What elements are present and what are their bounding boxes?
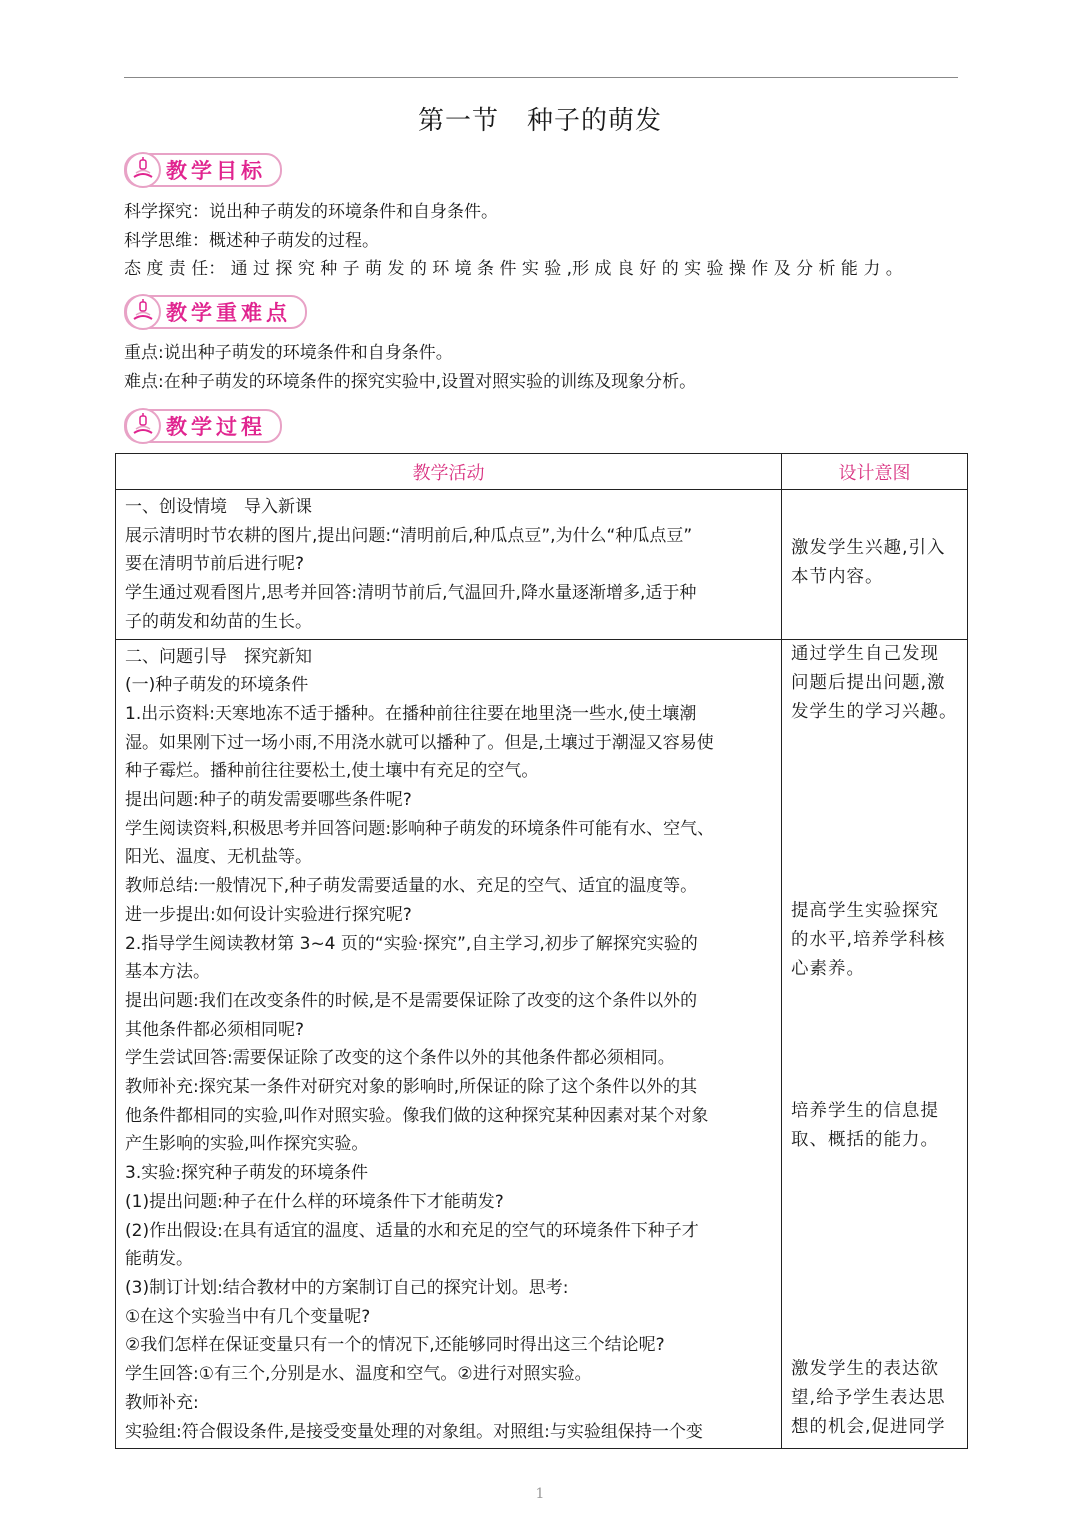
intent-line: 激发学生的表达欲	[791, 1358, 939, 1379]
activity-line: ①在这个实验当中有几个变量呢?	[125, 1306, 371, 1327]
key-points-text	[124, 339, 964, 396]
intent-line: 发学生的学习兴趣。	[791, 701, 958, 722]
intent-line: 取、概括的能力。	[791, 1129, 939, 1150]
activity-line: 湿。如果刚下过一场小雨,不用浇水就可以播种了。但是,土壤过于潮湿又容易使	[125, 732, 714, 753]
intent-line: 的水平,培养学科核	[791, 929, 946, 950]
activity-line: 学生尝试回答:需要保证除了改变的这个条件以外的其他条件都必须相同。	[125, 1048, 675, 1069]
activity-line: 阳光、温度、无机盐等。	[125, 847, 312, 868]
top-rule	[124, 77, 958, 78]
activity-line: 学生通过观看图片,思考并回答:清明节前后,气温回升,降水量逐渐增多,适于种	[125, 583, 697, 604]
intent-cell	[782, 640, 967, 1443]
activity-line: (2)作出假设:在具有适宜的温度、适量的水和充足的空气的环境条件下种子才	[125, 1220, 699, 1241]
intent-line: 激发学生兴趣,引入	[791, 538, 946, 558]
intent-line: 问题后提出问题,激	[791, 672, 946, 693]
lamp-icon	[124, 407, 162, 445]
activity-line: (3)制订计划:结合教材中的方案制订自己的探究计划。思考:	[125, 1277, 569, 1298]
activity-line: ②我们怎样在保证变量只有一个的情况下,还能够同时得出这三个结论呢?	[125, 1335, 665, 1356]
lamp-icon	[124, 293, 162, 331]
activity-line: 一、创设情境 导入新课	[125, 497, 312, 517]
objective-line: 态 度 责 任： 通 过 探 究 种 子 萌 发 的 环 境 条 件 实 验 ,形 成 良 好 的 实 验 操 作 及 分 析 能 力 。	[124, 259, 903, 279]
intent-cell	[782, 490, 967, 635]
activity-line: 提出问题:我们在改变条件的时候,是不是需要保证除了改变的这个条件以外的	[125, 990, 698, 1011]
objectives-heading-text: 教学目标	[166, 159, 266, 183]
intent-line: 心素养。	[791, 958, 865, 979]
activity-line: 二、问题引导 探究新知	[125, 646, 312, 667]
process-heading	[124, 409, 282, 443]
title-section-number: 第一节	[417, 106, 499, 136]
page-number: 1	[535, 1486, 545, 1502]
activity-line: (一)种子萌发的环境条件	[125, 675, 309, 696]
intent-line: 望,给予学生表达思	[791, 1387, 946, 1408]
activity-line: 能萌发。	[125, 1249, 193, 1270]
activity-line: (1)提出问题:种子在什么样的环境条件下才能萌发?	[125, 1191, 504, 1212]
objectives-heading	[124, 153, 282, 187]
header-activity: 教学活动	[116, 454, 782, 490]
objective-line: 科学思维：概述种子萌发的过程。	[124, 230, 379, 251]
table-row	[116, 490, 968, 640]
activity-line: 其他条件都必须相同呢?	[125, 1019, 305, 1040]
key-points-heading-text: 教学重难点	[166, 301, 291, 325]
table-header-row	[116, 454, 968, 490]
activity-line: 展示清明时节农耕的图片,提出问题:“清明前后,种瓜点豆”,为什么“种瓜点豆”	[125, 525, 693, 546]
activity-line: 要在清明节前后进行呢?	[125, 554, 305, 575]
key-points-heading	[124, 295, 307, 329]
intent-line: 想的机会,促进同学	[791, 1416, 946, 1437]
activity-line: 实验组:符合假设条件,是接受变量处理的对象组。对照组:与实验组保持一个变	[125, 1421, 703, 1442]
objectives-text	[124, 198, 964, 284]
intent-line: 通过学生自己发现	[791, 643, 939, 664]
activity-line: 提出问题:种子的萌发需要哪些条件呢?	[125, 790, 412, 811]
activity-line: 学生阅读资料,积极思考并回答问题:影响种子萌发的环境条件可能有水、空气、	[125, 818, 715, 839]
intent-line: 培养学生的信息提	[791, 1100, 939, 1121]
activity-line: 教师总结:一般情况下,种子萌发需要适量的水、充足的空气、适宜的温度等。	[125, 876, 698, 897]
activity-line: 教师补充:	[125, 1392, 199, 1413]
process-heading-text: 教学过程	[166, 415, 266, 439]
activity-line: 3.实验:探究种子萌发的环境条件	[125, 1163, 368, 1184]
activity-line: 种子霉烂。播种前往往要松土,使土壤中有充足的空气。	[125, 761, 539, 782]
key-point-line: 重点:说出种子萌发的环境条件和自身条件。	[124, 343, 453, 363]
activity-line: 1.出示资料:天寒地冻不适于播种。在播种前往往要在地里浇一些水,使土壤潮	[125, 703, 697, 724]
activity-cell	[116, 490, 781, 639]
activity-line: 基本方法。	[125, 962, 210, 983]
page-title	[0, 100, 1080, 137]
activity-line: 2.指导学生阅读教材第 3~4 页的“实验·探究”,自主学习,初步了解探究实验的	[125, 933, 698, 954]
activity-line: 产生影响的实验,叫作探究实验。	[125, 1134, 369, 1155]
activity-line: 教师补充:探究某一条件对研究对象的影响时,所保证的除了这个条件以外的其	[125, 1077, 698, 1098]
lamp-icon	[124, 151, 162, 189]
header-intent: 设计意图	[782, 454, 968, 490]
teaching-process-table	[115, 453, 968, 1449]
title-topic: 种子的萌发	[527, 106, 663, 136]
intent-line: 提高学生实验探究	[791, 900, 939, 921]
activity-cell	[116, 640, 781, 1449]
objective-line: 科学探究：说出种子萌发的环境条件和自身条件。	[124, 202, 498, 222]
activity-line: 他条件都相同的实验,叫作对照实验。像我们做的这种探究某种因素对某个对象	[125, 1105, 709, 1126]
table-row	[116, 639, 968, 1449]
activity-line: 学生回答:①有三个,分别是水、温度和空气。②进行对照实验。	[125, 1364, 592, 1385]
intent-line: 本节内容。	[791, 567, 884, 587]
activity-line: 进一步提出:如何设计实验进行探究呢?	[125, 904, 412, 925]
activity-line: 子的萌发和幼苗的生长。	[125, 611, 312, 632]
key-point-line: 难点:在种子萌发的环境条件的探究实验中,设置对照实验的训练及现象分析。	[124, 371, 697, 392]
